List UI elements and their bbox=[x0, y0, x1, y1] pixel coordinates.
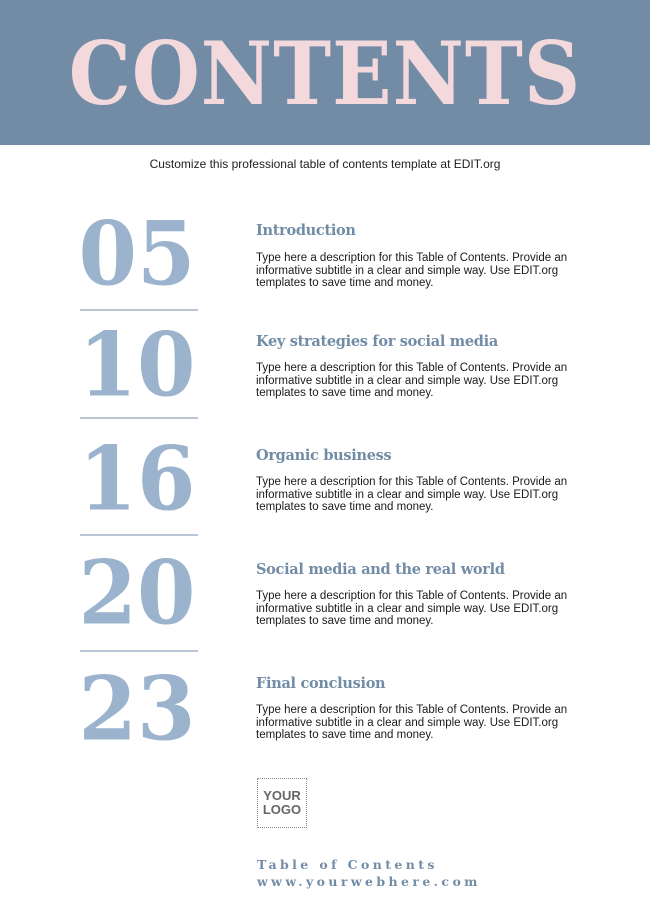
entry-title: Social media and the real world bbox=[256, 561, 505, 578]
entry-title: Key strategies for social media bbox=[256, 333, 498, 350]
entry-description: Type here a description for this Table of Contents. Provide an informative subtitle in a clear and simple way. Use EDIT.org templates to save time and money. bbox=[256, 476, 568, 513]
divider bbox=[80, 417, 198, 419]
logo-line-2: LOGO bbox=[262, 802, 302, 817]
page-number: 23 bbox=[78, 656, 196, 761]
entry-description: Type here a description for this Table of Contents. Provide an informative subtitle in a clear and simple way. Use EDIT.org templates to save time and money. bbox=[256, 252, 568, 289]
subtitle: Customize this professional table of contents template at EDIT.org bbox=[149, 157, 501, 171]
divider bbox=[80, 534, 198, 536]
footer-title: Table of Contents bbox=[257, 857, 438, 872]
footer-website: www.yourwebhere.com bbox=[257, 874, 481, 889]
page-number: 16 bbox=[78, 426, 196, 531]
page-number: 05 bbox=[78, 201, 196, 306]
page-title: CONTENTS bbox=[68, 23, 582, 126]
entry-description: Type here a description for this Table of Contents. Provide an informative subtitle in a clear and simple way. Use EDIT.org templates to save time and money. bbox=[256, 590, 568, 627]
page-number: 20 bbox=[78, 540, 196, 645]
entry-description: Type here a description for this Table of Contents. Provide an informative subtitle in a clear and simple way. Use EDIT.org templates to save time and money. bbox=[256, 704, 568, 741]
entry-title: Organic business bbox=[256, 447, 392, 464]
logo-line-1: YOUR bbox=[263, 788, 301, 803]
divider bbox=[80, 309, 198, 311]
entry-description: Type here a description for this Table of Contents. Provide an informative subtitle in a clear and simple way. Use EDIT.org templates to save time and money. bbox=[256, 362, 568, 399]
divider bbox=[80, 650, 198, 652]
entry-title: Final conclusion bbox=[256, 675, 386, 692]
header-banner bbox=[0, 0, 650, 145]
entry-title: Introduction bbox=[256, 222, 356, 239]
logo-placeholder bbox=[257, 778, 307, 828]
page-number: 10 bbox=[78, 312, 196, 417]
